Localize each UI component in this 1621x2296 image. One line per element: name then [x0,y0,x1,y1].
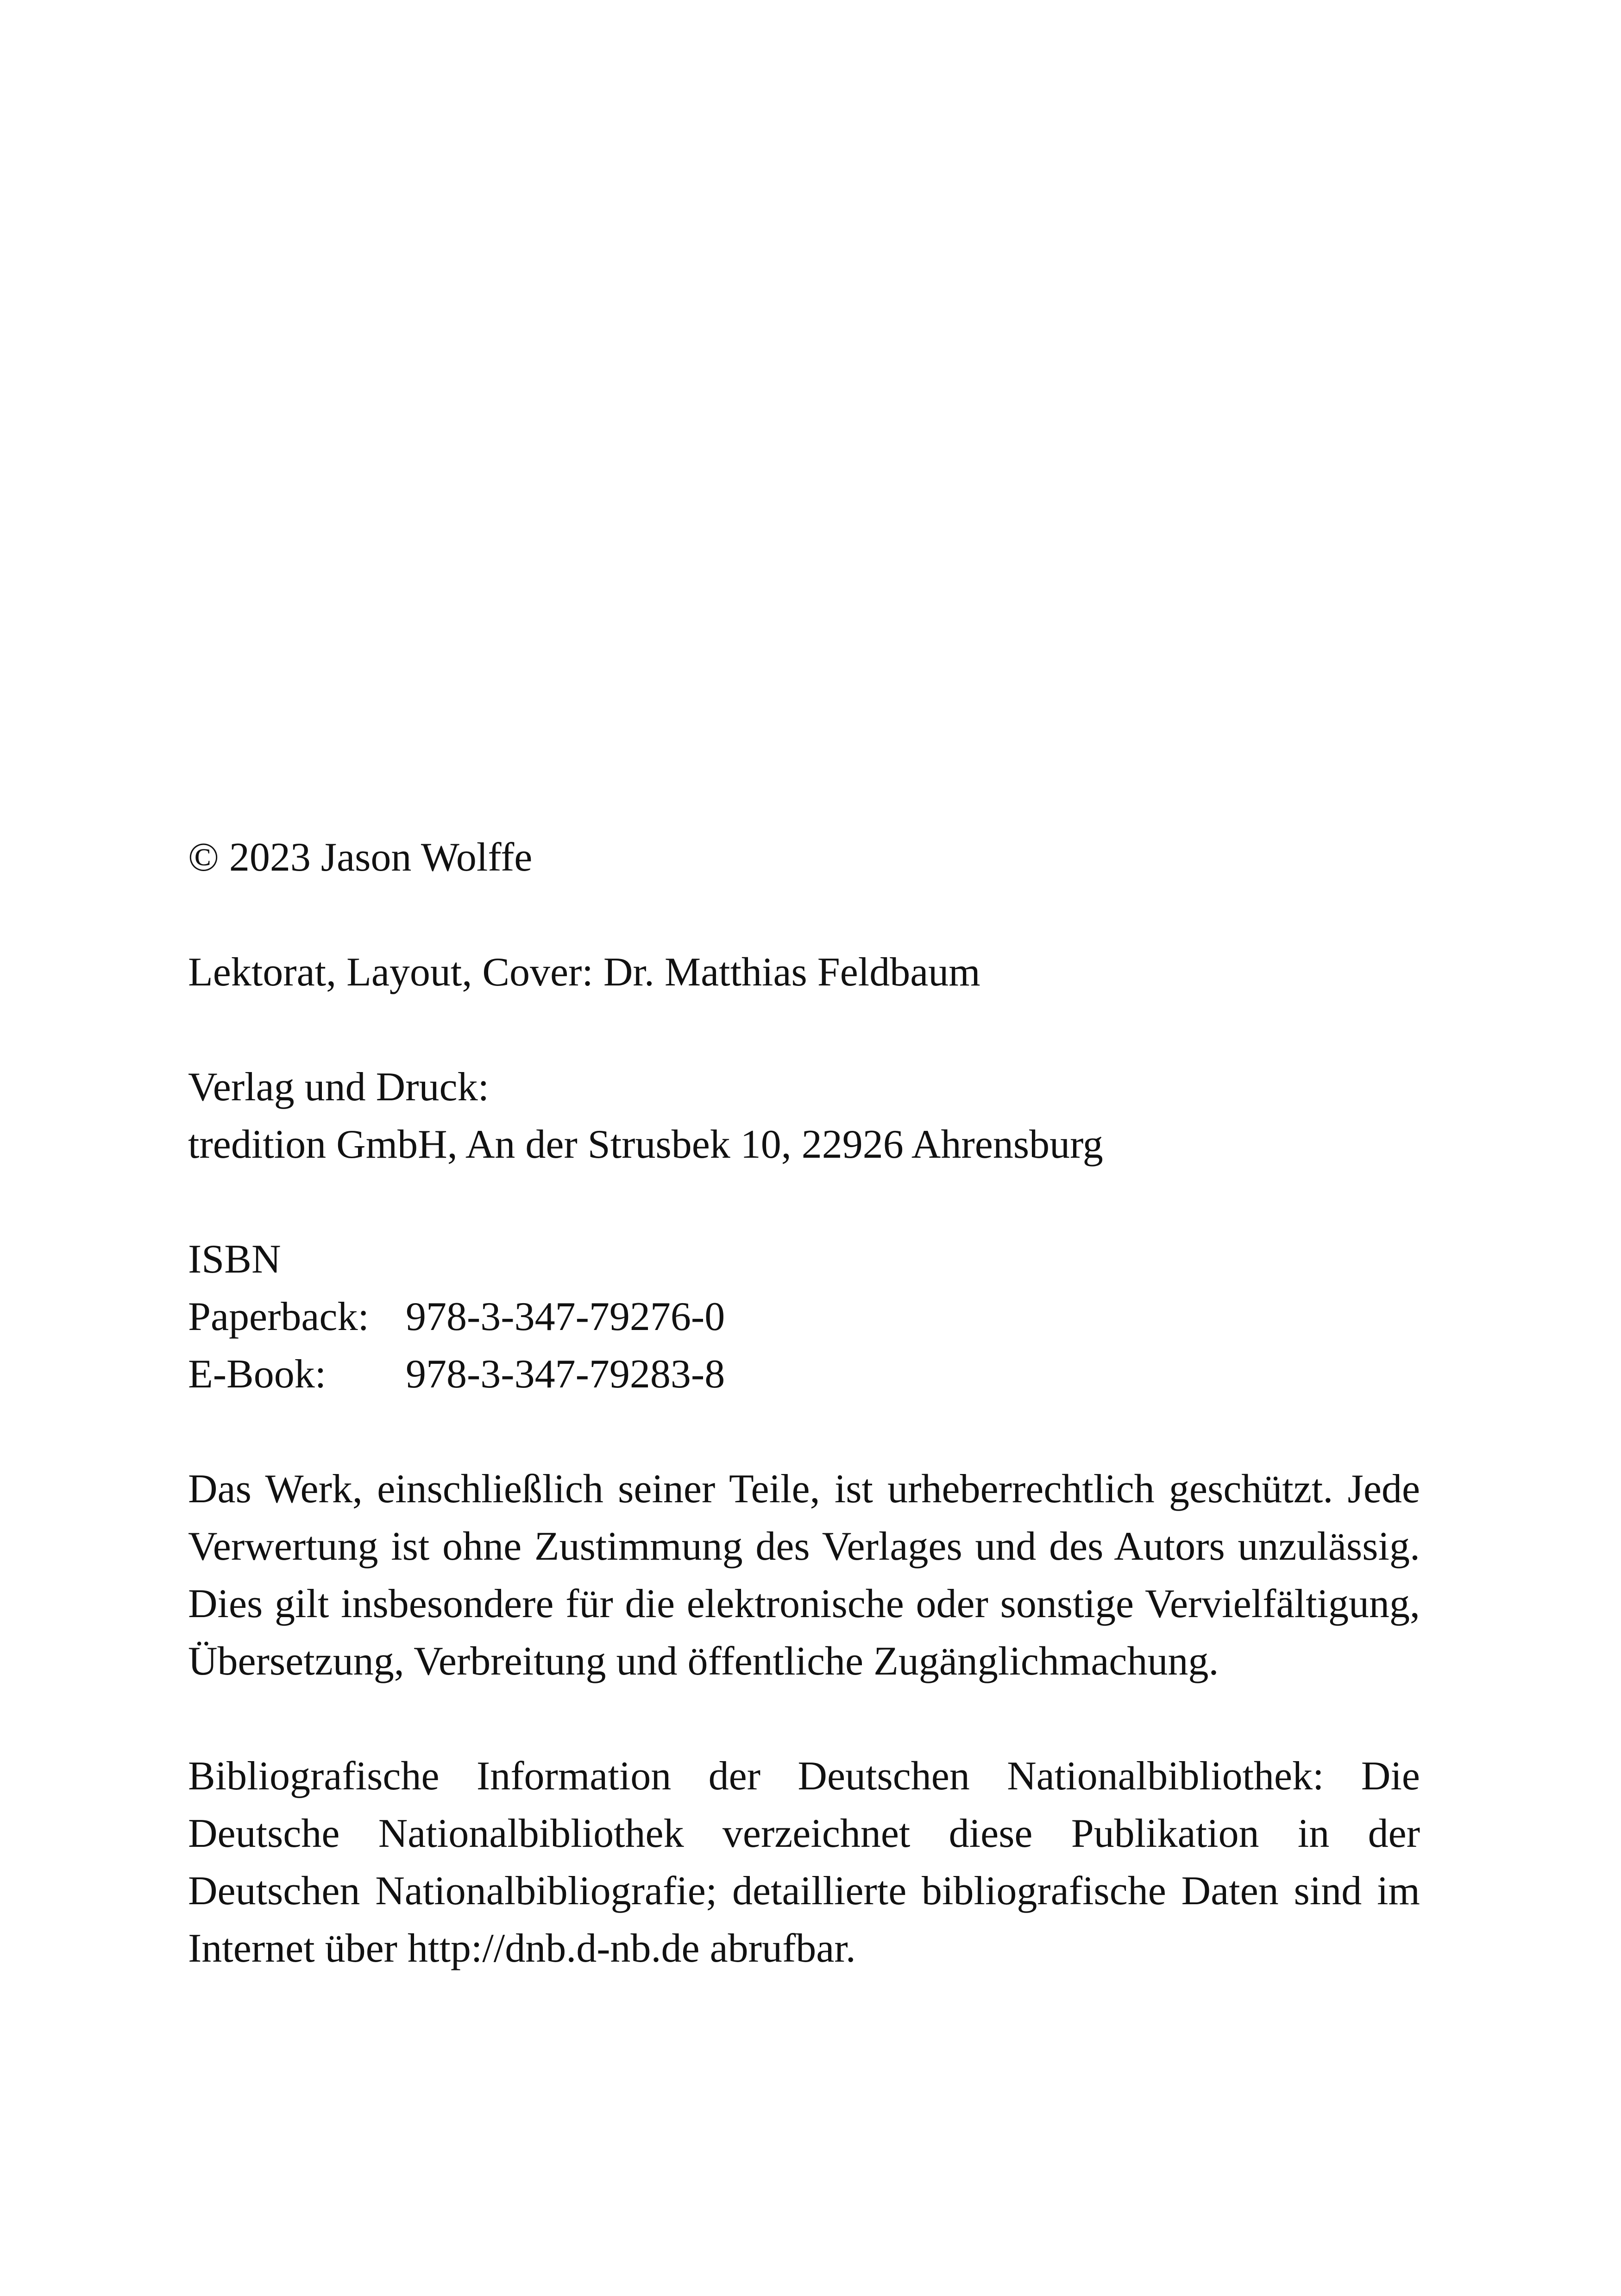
isbn-value: 978-3-347-79276-0 [406,1294,725,1339]
publisher-label: Verlag und Druck: [188,1065,490,1110]
credits-line: Lektorat, Layout, Cover: Dr. Matthias Feldbaum [188,950,980,995]
imprint-content [188,829,1420,1977]
publisher-block [188,1059,1420,1173]
isbn-label: Paperback: [188,1294,369,1339]
rights-notice: Das Werk, einschließlich seiner Teile, ist urheberrechtlich geschützt. Jede Verwertung ist ohne Zustimmung des Verlages und des Autors unzulässig. Dies gilt insbesondere für die elektronische oder sonstige Vervielfältigung, Übersetzung, Verbreitung und öffentliche Zugänglichmachung. [188,1467,1420,1684]
isbn-row-paperback [188,1288,1420,1346]
bibliographic-info: Bibliografische Information der Deutschen Nationalbibliothek: Die Deutsche Nationalbibliothek verzeichnet diese Publikation in der Deutschen Nationalbibliografie; detaillierte bibliografische Daten sind im Internet über http://dnb.d-nb.de abrufbar. [188,1754,1420,1971]
isbn-label: E-Book: [188,1352,327,1397]
isbn-row-ebook [188,1346,1420,1403]
isbn-heading: ISBN [188,1237,281,1282]
isbn-block [188,1231,1420,1403]
isbn-value: 978-3-347-79283-8 [406,1352,725,1397]
publisher-address: tredition GmbH, An der Strusbek 10, 22926 Ahrensburg [188,1122,1103,1167]
copyright-line: © 2023 Jason Wolffe [188,835,533,880]
